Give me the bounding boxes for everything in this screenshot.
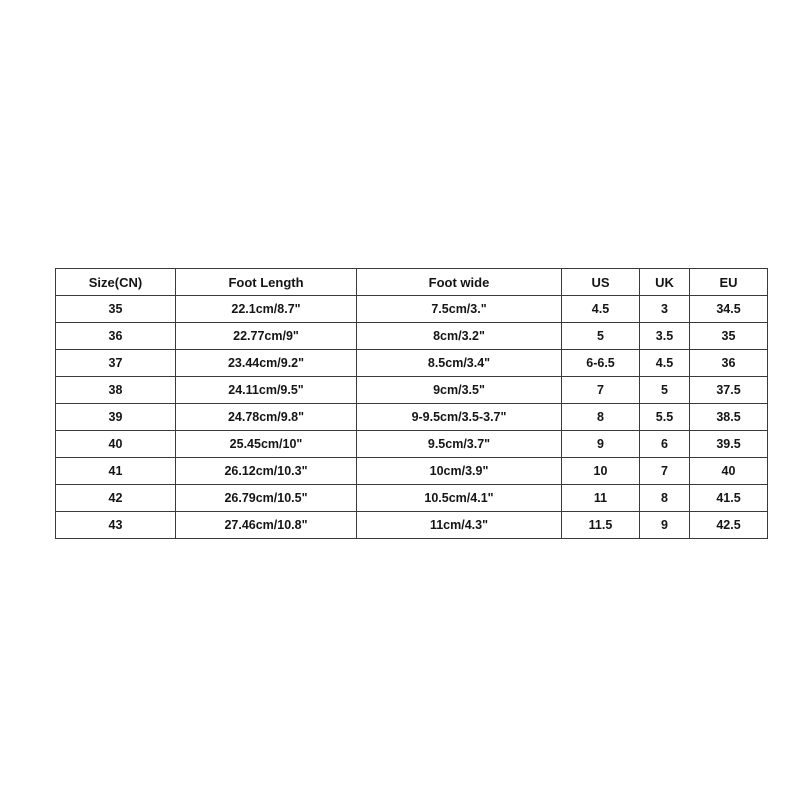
table-cell: 9cm/3.5"	[357, 377, 562, 404]
table-cell: 11cm/4.3"	[357, 512, 562, 539]
table-cell: 42.5	[690, 512, 768, 539]
column-header: EU	[690, 269, 768, 296]
table-cell: 22.77cm/9"	[176, 323, 357, 350]
header-row	[56, 269, 768, 296]
table-cell: 23.44cm/9.2"	[176, 350, 357, 377]
table-cell: 5	[640, 377, 690, 404]
table-cell: 11.5	[562, 512, 640, 539]
table-cell: 5	[562, 323, 640, 350]
table-cell: 5.5	[640, 404, 690, 431]
size-chart-table	[55, 268, 768, 539]
table-cell: 8	[562, 404, 640, 431]
column-header: UK	[640, 269, 690, 296]
table-cell: 42	[56, 485, 176, 512]
table-cell: 9.5cm/3.7"	[357, 431, 562, 458]
table-cell: 40	[690, 458, 768, 485]
table-cell: 9	[562, 431, 640, 458]
table-cell: 26.79cm/10.5"	[176, 485, 357, 512]
table-cell: 41.5	[690, 485, 768, 512]
table-cell: 34.5	[690, 296, 768, 323]
table-cell: 25.45cm/10"	[176, 431, 357, 458]
table-cell: 9	[640, 512, 690, 539]
table-row	[56, 458, 768, 485]
table-cell: 11	[562, 485, 640, 512]
table-cell: 38	[56, 377, 176, 404]
table-cell: 41	[56, 458, 176, 485]
column-header: Size(CN)	[56, 269, 176, 296]
table-cell: 4.5	[562, 296, 640, 323]
table-cell: 43	[56, 512, 176, 539]
table-row	[56, 350, 768, 377]
column-header: US	[562, 269, 640, 296]
table-cell: 3	[640, 296, 690, 323]
table-cell: 7.5cm/3."	[357, 296, 562, 323]
table-cell: 27.46cm/10.8"	[176, 512, 357, 539]
table-cell: 36	[690, 350, 768, 377]
table-cell: 40	[56, 431, 176, 458]
table-cell: 24.78cm/9.8"	[176, 404, 357, 431]
table-row	[56, 431, 768, 458]
table-cell: 35	[690, 323, 768, 350]
table-cell: 36	[56, 323, 176, 350]
table-cell: 26.12cm/10.3"	[176, 458, 357, 485]
table-cell: 6	[640, 431, 690, 458]
table-cell: 7	[562, 377, 640, 404]
table-cell: 10.5cm/4.1"	[357, 485, 562, 512]
table-row	[56, 404, 768, 431]
table-cell: 9-9.5cm/3.5-3.7"	[357, 404, 562, 431]
table-cell: 6-6.5	[562, 350, 640, 377]
table-cell: 3.5	[640, 323, 690, 350]
table-cell: 8	[640, 485, 690, 512]
table-cell: 35	[56, 296, 176, 323]
table-cell: 39.5	[690, 431, 768, 458]
table-cell: 10cm/3.9"	[357, 458, 562, 485]
table-row	[56, 323, 768, 350]
table-cell: 7	[640, 458, 690, 485]
table-row	[56, 377, 768, 404]
table-cell: 4.5	[640, 350, 690, 377]
column-header: Foot Length	[176, 269, 357, 296]
table-row	[56, 485, 768, 512]
column-header: Foot wide	[357, 269, 562, 296]
table-cell: 37	[56, 350, 176, 377]
table-row	[56, 512, 768, 539]
table-cell: 22.1cm/8.7"	[176, 296, 357, 323]
table-cell: 8cm/3.2"	[357, 323, 562, 350]
table-cell: 39	[56, 404, 176, 431]
table-cell: 37.5	[690, 377, 768, 404]
table-cell: 8.5cm/3.4"	[357, 350, 562, 377]
table-row	[56, 296, 768, 323]
table-cell: 24.11cm/9.5"	[176, 377, 357, 404]
table-cell: 38.5	[690, 404, 768, 431]
table-cell: 10	[562, 458, 640, 485]
